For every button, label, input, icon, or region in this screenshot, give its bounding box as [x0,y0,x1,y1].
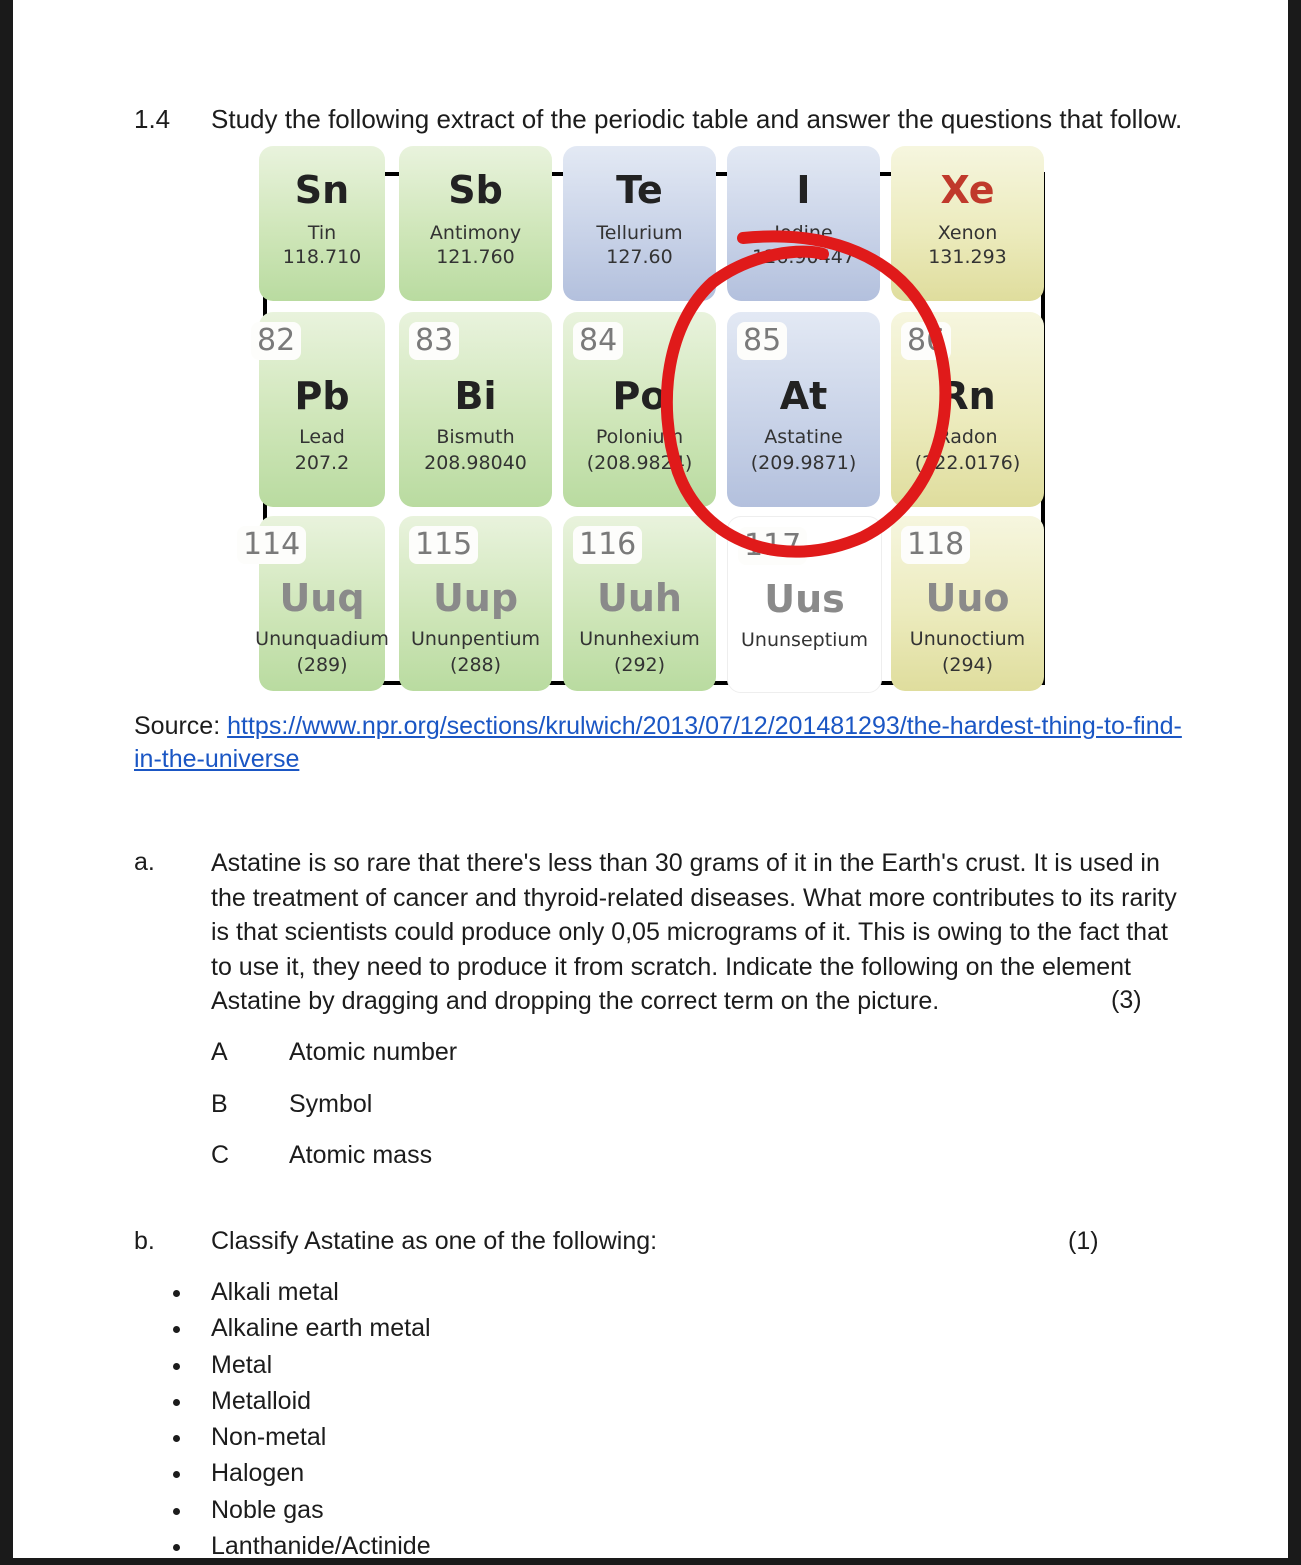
part-b-marks: (1) [1068,1227,1099,1255]
element-symbol: At [779,374,828,418]
bullet-icon [173,1544,180,1551]
element-name: Ununoctium [909,628,1026,650]
atomic-number: 115 [409,526,478,564]
option-c-letter: C [211,1141,230,1169]
element-name: Astatine [764,426,843,448]
list-item[interactable] [173,1529,431,1565]
document-page [13,0,1288,1561]
list-item[interactable] [173,1348,431,1384]
option-a-letter: A [211,1038,228,1066]
element-name: Xenon [937,222,998,244]
element-name: Ununhexium [579,628,700,650]
element-symbol: Uup [432,576,519,620]
element-name: Tellurium [596,222,683,244]
option-b-symbol[interactable]: Symbol [289,1090,373,1118]
element-mass: 121.760 [436,246,515,268]
atomic-number: 85 [737,322,787,360]
element-symbol: Uus [764,577,845,621]
element-name: Ununseptium [741,629,868,651]
element-mass: 208.98040 [424,452,527,474]
atomic-number: 118 [901,526,970,564]
element-mass: (208.9824) [586,452,693,474]
atomic-number: 82 [251,322,301,360]
option-label: Metal [211,1350,273,1379]
element-symbol: Pb [294,374,350,418]
list-item[interactable] [173,1420,431,1456]
part-b-label: b. [134,1227,155,1255]
part-b-text: Classify Astatine as one of the following: [211,1227,658,1255]
question-intro: Study the following extract of the periodic table and answer the questions that follow. [211,104,1183,134]
element-symbol: Xe [940,168,995,212]
part-a-label: a. [134,848,155,876]
highlight-circle-annotation [263,172,1045,685]
bullet-icon [173,1435,180,1442]
element-name: Lead [299,426,345,448]
option-label: Noble gas [211,1495,324,1524]
bullet-icon [173,1508,180,1515]
element-symbol: Uuq [279,576,365,620]
option-label: Alkaline earth metal [211,1314,431,1343]
element-name: Radon [937,426,998,448]
atomic-number: 114 [237,526,306,564]
element-symbol: Po [612,374,667,418]
atomic-number: 116 [573,526,642,564]
element-name: Antimony [429,222,522,244]
bullet-icon [173,1363,180,1370]
atomic-number: 117 [738,527,807,565]
element-symbol: Sb [448,168,503,212]
bullet-icon [173,1290,180,1297]
option-c-atomic-mass[interactable]: Atomic mass [289,1141,433,1169]
periodic-table-extract[interactable] [243,168,1045,685]
bullet-icon [173,1471,180,1478]
part-a-text: Astatine is so rare that there's less than 30 grams of it in the Earth's crust. It is used in the treatment of cancer and thyroid-related diseases. What more contributes to its rarity is that scientists could produce only 0,05 micrograms of it. This is owing to the fact that to use it, they need to produce it from scratch. Indicate the following on the element Astatine by dragging and dropping the correct term on the picture. [211,849,1177,1015]
element-mass: 126.90447 [752,246,855,268]
list-item[interactable] [173,1275,431,1311]
element-name: Ununpentium [410,628,541,650]
source-citation [134,710,1194,776]
element-symbol: Rn [939,374,996,418]
list-item[interactable] [173,1311,431,1347]
element-mass: (294) [941,654,994,676]
source-link[interactable]: https://www.npr.org/sections/krulwich/2013/07/12/201481293/the-hardest-thing-to-find-in-the-universe [134,712,1182,773]
option-label: Lanthanide/Actinide [211,1532,431,1561]
option-label: Non-metal [211,1423,327,1452]
list-item[interactable] [173,1493,431,1529]
atomic-number: 86 [901,322,951,360]
element-mass: (289) [296,654,348,676]
element-symbol: Uuh [597,576,682,620]
element-mass: 207.2 [294,452,350,474]
element-mass: 118.710 [282,246,362,268]
list-item[interactable] [173,1456,431,1492]
element-mass: 131.293 [928,246,1007,268]
atomic-number: 83 [409,322,459,360]
element-symbol: Sn [294,168,350,212]
bullet-icon [173,1326,180,1333]
element-name: Bismuth [436,426,515,448]
option-label: Metalloid [211,1386,312,1415]
part-a-marks: (3) [1111,986,1142,1014]
element-symbol: Te [616,168,663,212]
element-mass: (209.9871) [750,452,857,474]
element-symbol: I [796,168,811,212]
element-name: Tin [307,222,337,244]
red-circle-stroke [667,236,946,551]
question-number: 1.4 [134,104,171,134]
element-name: Ununquadium [255,628,389,650]
source-label: Source: [134,712,221,740]
element-symbol: Bi [454,374,497,418]
element-mass: (288) [449,654,502,676]
element-mass: (292) [613,654,666,676]
classification-options-list [173,1275,431,1565]
element-mass: 127.60 [606,246,673,268]
element-mass: (222.0176) [914,452,1021,474]
atomic-number: 84 [573,322,623,360]
bullet-icon [173,1399,180,1406]
list-item[interactable] [173,1384,431,1420]
option-label: Halogen [211,1459,305,1488]
option-b-letter: B [211,1090,228,1118]
option-label: Alkali metal [211,1278,339,1306]
option-a-atomic-number[interactable]: Atomic number [289,1038,458,1066]
element-name: Polonium [595,426,684,448]
element-symbol: Uuo [925,576,1010,620]
element-name: Iodine [774,222,833,244]
